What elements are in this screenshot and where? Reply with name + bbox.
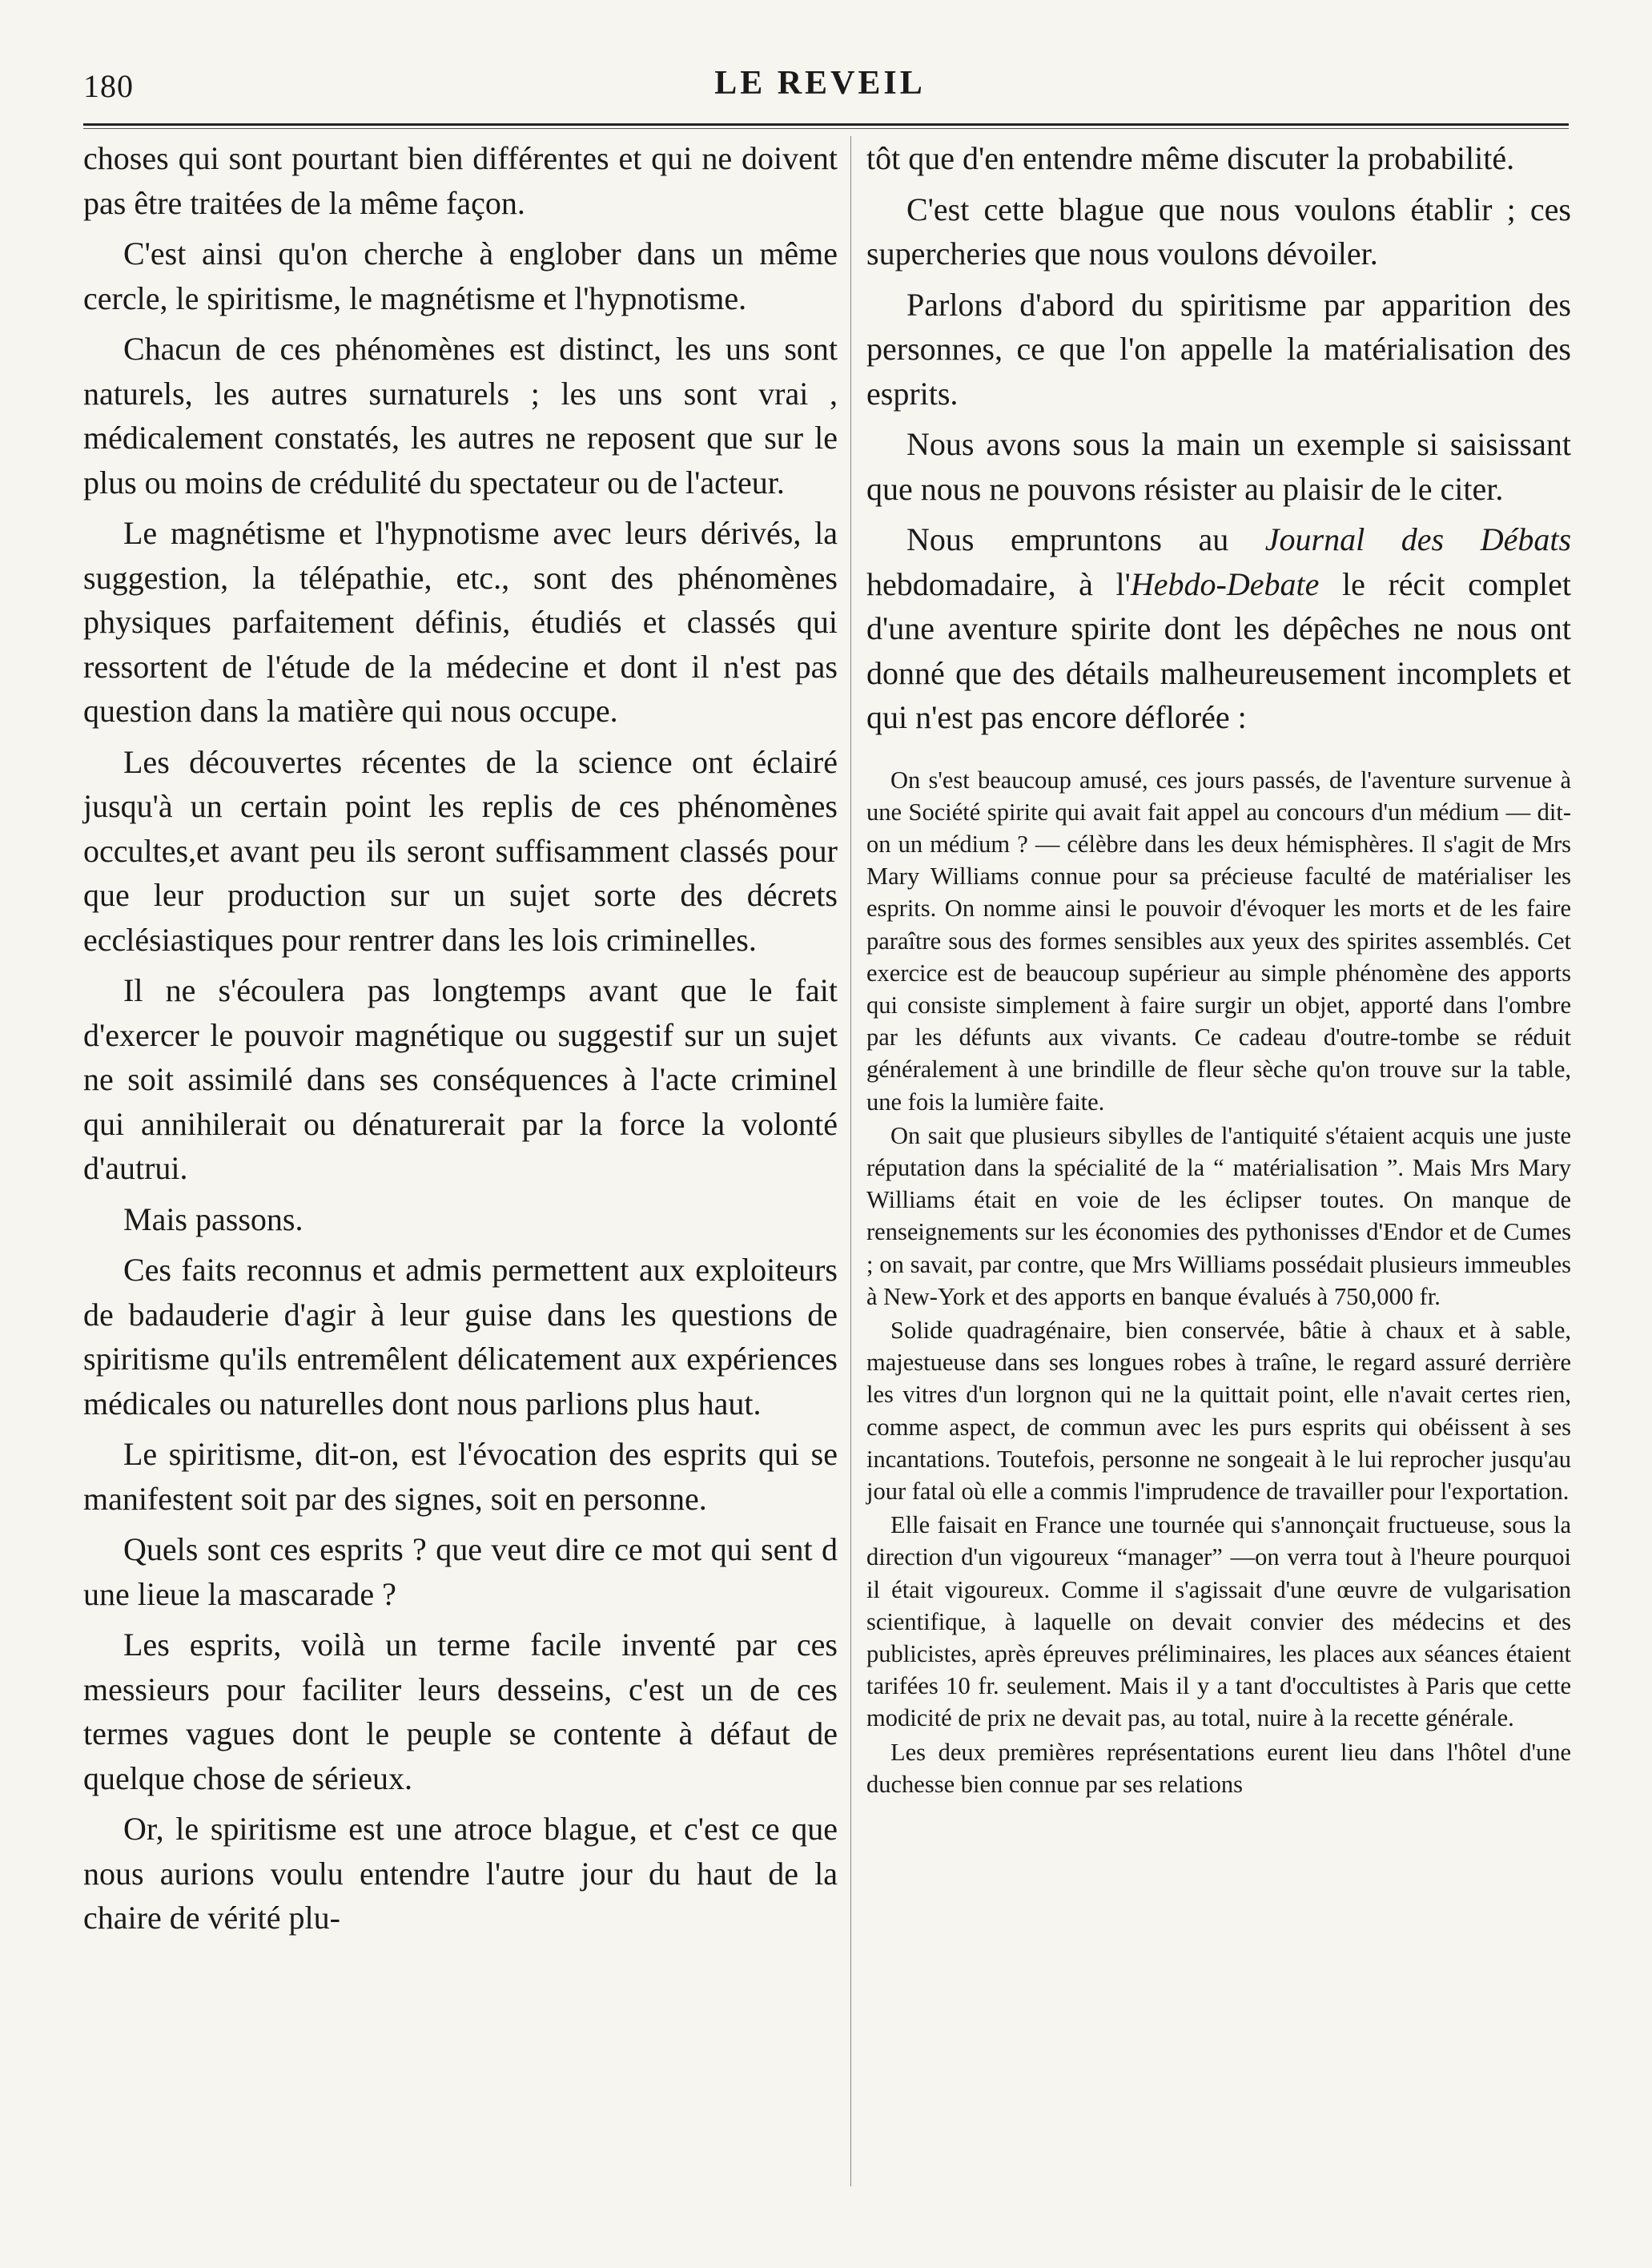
- paragraph: Le spiritisme, dit-on, est l'évocation des esprits qui se manifestent soit par des signes, soit en personne.: [83, 1436, 838, 1517]
- quote-paragraph: Elle faisait en France une tournée qui s'annonçait fructueuse, sous la direction d'un vigoureux “manager” —on verra tout à l'heure pourquoi il était vigoureux. Comme il s'agissait d'une œuvre de vulgarisation scientifique, à laquelle on devait convier des médecins et des publicistes, après épreuves préliminaires, les places aux séances étaient tarifées 10 fr. seulement. Mais il y a tant d'occultistes à Paris que cette modicité de prix ne devait pas, au total, nuire à la recette générale.: [866, 1511, 1571, 1732]
- page-header: [83, 61, 1557, 117]
- paragraph: Nous avons sous la main un exemple si saisissant que nous ne pouvons résister au plaisir de le citer.: [866, 426, 1571, 507]
- paragraph: Il ne s'écoulera pas longtemps avant que le fait d'exercer le pouvoir magnétique ou suggestif sur un sujet ne soit assimilé dans ses conséquences à l'acte criminel qui annihilerait ou dénaturerait par la force la volonté d'autrui.: [83, 972, 838, 1186]
- paragraph-citation: [866, 517, 1571, 740]
- paragraph: C'est cette blague que nous voulons établir ; ces supercheries que nous voulons dévoiler.: [866, 191, 1571, 271]
- quote-paragraph: Les deux premières représentations eurent lieu dans l'hôtel d'une duchesse bien connue par ses relations: [866, 1738, 1571, 1798]
- paragraph: tôt que d'en entendre même discuter la probabilité.: [866, 140, 1515, 176]
- paragraph: Ces faits reconnus et admis permettent aux exploiteurs de badauderie d'agir à leur guise dans les questions de spiritisme qu'ils entremêlent délicatement aux expériences médicales ou naturelles dont nous parlions plus haut.: [83, 1252, 838, 1422]
- paragraph: Quels sont ces esprits ? que veut dire ce mot qui sent d une lieue la mascarade ?: [83, 1531, 838, 1612]
- paragraph: Le magnétisme et l'hypnotisme avec leurs dérivés, la suggestion, la télépathie, etc., sont des phénomènes physiques parfaitement définis, étudiés et classés qui ressortent de l'étude de la médecine et dont il n'est pas question dans la matière qui nous occupe.: [83, 515, 838, 729]
- quote-paragraph: Solide quadragénaire, bien conservée, bâtie à chaux et à sable, majestueuse dans ses longues robes à traîne, le regard assuré derrière les vitres d'un lorgnon qui ne la quittait point, elle n'avait certes rien, comme aspect, de commun avec les purs esprits qui obéissent à ses incantations. Toutefois, personne ne songeait à le lui reprocher jusqu'au jour fatal où elle a commis l'imprudence de travailler pour l'exportation.: [866, 1316, 1571, 1505]
- header-rule: [83, 123, 1569, 129]
- paragraph: Or, le spiritisme est une atroce blague, et c'est ce que nous aurions voulu entendre l'autre jour du haut de la chaire de vérité plu-: [83, 1811, 838, 1936]
- column-divider: [850, 136, 851, 2186]
- citation-text: Nous empruntons au: [906, 521, 1229, 557]
- page-title: LE REVEIL: [714, 65, 926, 102]
- paragraph: C'est ainsi qu'on cherche à englober dans un même cercle, le spiritisme, le magnétisme et l'hypnotisme.: [83, 235, 838, 316]
- paragraph: Chacun de ces phénomènes est distinct, les uns sont naturels, les autres surnaturels ; les uns sont vrai , médicalement constatés, les autres ne reposent que sur le plus ou moins de crédulité du spectateur ou de l'acteur.: [83, 331, 838, 501]
- paragraph: Les découvertes récentes de la science ont éclairé jusqu'à un certain point les replis de ces phénomènes occultes,et avant peu ils seront suffisamment classés pour que leur production sur un sujet sorte des décrets ecclésiastiques pour rentrer dans les lois criminelles.: [83, 743, 838, 958]
- quoted-article: [866, 764, 1571, 1801]
- paragraph: Parlons d'abord du spiritisme par apparition des personnes, ce que l'on appelle la matérialisation des esprits.: [866, 286, 1571, 412]
- paragraph: Mais passons.: [123, 1200, 303, 1237]
- quote-paragraph: On s'est beaucoup amusé, ces jours passés, de l'aventure survenue à une Société spirite qui avait fait appel au concours d'un médium — dit-on un médium ? — célèbre dans les deux hémisphères. Il s'agit de Mrs Mary Williams connue pour sa précieuse faculté de matérialiser les esprits. On nomme ainsi le pouvoir d'évoquer les morts et de les faire paraître sous des formes sensibles aux yeux des spirites assemblés. Cet exercice est de beaucoup supérieur au simple phénomène des apports qui consiste simplement à faire surgir un objet, apporté dans l'ombre par les défunts aux vivants. Ce cadeau d'outre-tombe se réduit généralement à une brindille de fleur sèche qu'on trouve sur la table, une fois la lumière faite.: [866, 766, 1571, 1116]
- journal-title: Journal des Débats: [1264, 521, 1572, 557]
- left-column: [83, 136, 838, 1947]
- citation-text: le récit complet d'une aventure spirite dont les dépêches ne nous ont donné que des détails malheureusement incomplets et qui n'est pas encore déflorée :: [866, 565, 1571, 735]
- paragraph: choses qui sont pourtant bien différentes et qui ne doivent pas être traitées de la même façon.: [83, 140, 838, 221]
- paragraph: Les esprits, voilà un terme facile inventé par ces messieurs pour faciliter leurs desseins, c'est un de ces termes vagues dont le peuple se contente à défaut de quelque chose de sérieux.: [83, 1627, 838, 1796]
- hebdo-title: Hebdo-Debate: [1130, 565, 1320, 602]
- right-column: [866, 136, 1571, 1802]
- citation-text: hebdomadaire, à l': [866, 565, 1131, 602]
- quote-paragraph: On sait que plusieurs sibylles de l'antiquité s'étaient acquis une juste réputation dans la spécialité de la “ matérialisation ”. Mais Mrs Mary Williams était en voie de les éclipser toutes. On manque de renseignements sur les économies des pythonisses d'Endor et de Cumes ; on savait, par contre, que Mrs Williams possédait plusieurs immeubles à New-York et des apports en banque évalués à 750,000 fr.: [866, 1121, 1571, 1310]
- page-number: 180: [83, 68, 134, 104]
